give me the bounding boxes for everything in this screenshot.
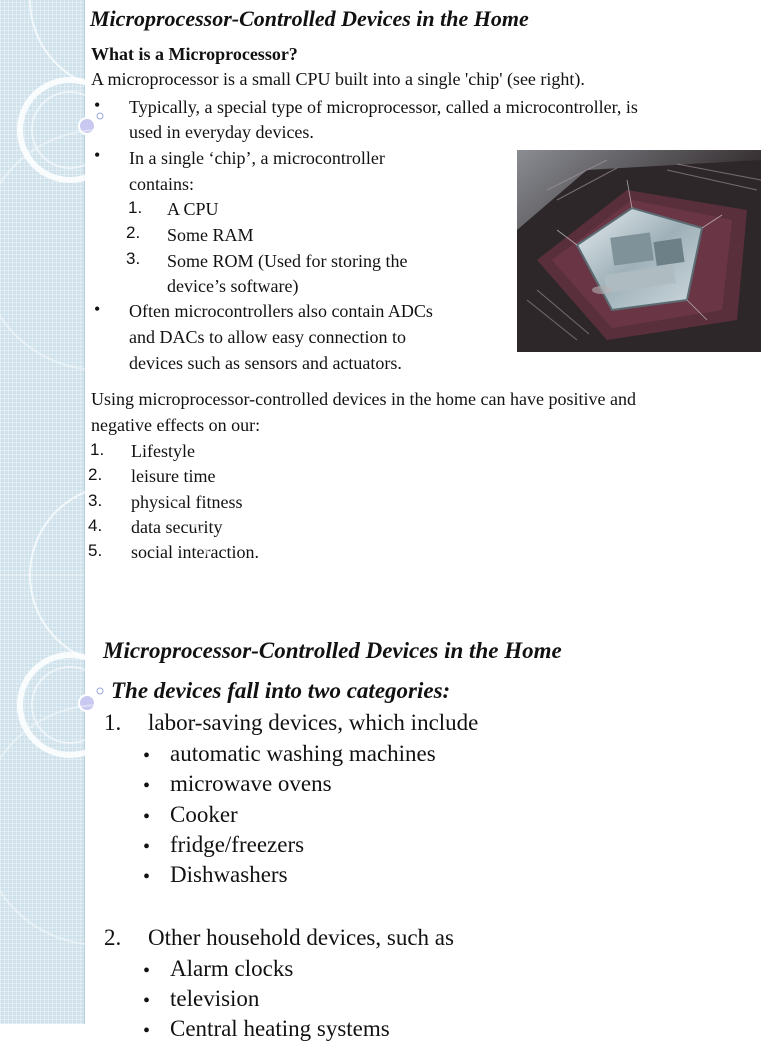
bullet-3-line-3: devices such as sensors and actuators. [129, 353, 402, 373]
effect-item-lifestyle: Lifestyle [131, 441, 195, 461]
list-bullet: • [143, 775, 151, 797]
bullet-dot-2: • [94, 145, 101, 165]
effect-item-security: data security [131, 517, 223, 537]
contains-item-number: 3. [126, 249, 141, 268]
list-bullet: • [143, 836, 151, 858]
list-bullet: • [143, 990, 151, 1012]
bullet-2-line-2: contains: [129, 174, 194, 194]
slide-2 [0, 575, 768, 1042]
effect-number: 3. [88, 491, 103, 510]
contains-item-rom: Some ROM (Used for storing the [167, 251, 408, 271]
list-bullet: • [143, 806, 151, 828]
bullet-dot-3: • [94, 299, 101, 319]
bullet-3-line-2: and DACs to allow easy connection to [129, 327, 406, 347]
contains-item-cpu: A CPU [167, 199, 219, 219]
contains-item-ram: Some RAM [167, 225, 254, 245]
effects-intro-line-2: negative effects on our: [91, 415, 261, 435]
effect-number: 4. [88, 516, 103, 535]
category-2-label: Other household devices, such as [148, 925, 454, 950]
slide-1-title: Microprocessor-Controlled Devices in the Home [90, 6, 529, 31]
bullet-dot-1: • [94, 95, 101, 115]
decorative-rings-icon [0, 0, 84, 575]
list-bullet: • [143, 745, 151, 767]
category-2-number: 2. [104, 925, 122, 950]
intro-text: A microprocessor is a small CPU built into a single 'chip' (see right). [91, 69, 585, 89]
device-washing-machines: automatic washing machines [170, 741, 436, 766]
bullet-1-line-2: used in everyday devices. [129, 122, 314, 142]
category-1-number: 1. [104, 710, 122, 735]
effect-number: 1. [90, 440, 105, 459]
device-fridge: fridge/freezers [170, 832, 305, 857]
effect-number: 2. [88, 465, 103, 484]
device-television: television [170, 986, 260, 1011]
device-cooker: Cooker [170, 802, 238, 827]
device-microwave: microwave ovens [170, 771, 332, 796]
device-dishwashers: Dishwashers [170, 862, 288, 887]
device-alarm-clocks: Alarm clocks [170, 956, 294, 981]
effect-item-fitness: physical fitness [131, 492, 243, 512]
contains-item-number: 2. [126, 223, 141, 242]
effect-number: 5. [88, 541, 103, 560]
bullet-3-line-1: Often microcontrollers also contain ADCs [129, 301, 433, 321]
list-bullet: • [143, 866, 151, 888]
contains-item-number: 1. [128, 198, 143, 217]
microprocessor-subheading: What is a Microprocessor? [91, 44, 298, 64]
bullet-1-line-1: Typically, a special type of microprocessor, called a microcontroller, is [129, 97, 638, 117]
effect-item-leisure: leisure time [131, 466, 216, 486]
slide-2-title: Microprocessor-Controlled Devices in the Home [103, 638, 562, 663]
contains-item-rom-cont: device’s software) [167, 276, 299, 296]
effect-item-social: social interaction. [131, 542, 259, 562]
device-central-heating: Central heating systems [170, 1016, 390, 1041]
categories-heading: The devices fall into two categories: [111, 678, 451, 703]
effects-intro-line-1: Using microprocessor-controlled devices in the home can have positive and [91, 389, 636, 409]
list-bullet: • [143, 960, 151, 982]
list-bullet: • [143, 1020, 151, 1042]
bullet-2-line-1: In a single ‘chip’, a microcontroller [129, 148, 385, 168]
slide-1-sidebar [0, 0, 85, 575]
decorative-rings-icon [0, 575, 84, 1024]
category-1-label: labor-saving devices, which include [148, 710, 479, 735]
slide-2-sidebar [0, 575, 85, 1024]
microcontroller-chip-image [517, 150, 761, 352]
